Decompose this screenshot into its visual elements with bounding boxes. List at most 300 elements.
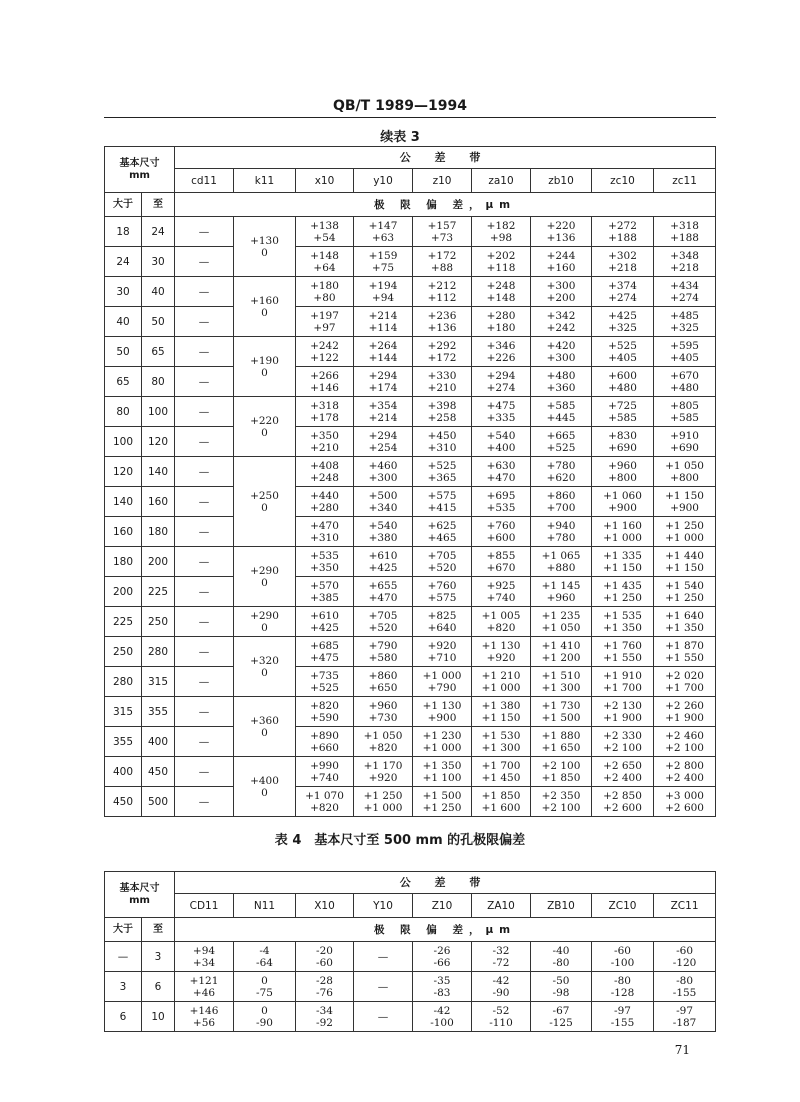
upper-deviation: +655 [368, 579, 398, 592]
z10-cell [413, 217, 472, 247]
cd11-value: — [198, 225, 210, 238]
lower-deviation: +525 [546, 441, 576, 454]
upper-deviation: +248 [486, 279, 516, 292]
size-to-value: 280 [147, 645, 169, 658]
zb10-cell [531, 1002, 592, 1032]
upper-deviation: +1 170 [363, 759, 403, 772]
upper-deviation: +290 [250, 609, 279, 622]
lower-deviation: +405 [670, 351, 699, 364]
size-from-value: 200 [112, 585, 134, 598]
lower-deviation: +148 [486, 291, 516, 304]
x10-cell [296, 972, 354, 1002]
size-from-value: 120 [112, 465, 134, 478]
table-row [105, 367, 716, 397]
upper-deviation: +264 [368, 339, 398, 352]
zc10-cell [592, 457, 654, 487]
za10-cell [472, 697, 531, 727]
upper-deviation: +1 510 [541, 669, 581, 682]
lower-deviation: -100 [610, 956, 635, 969]
size-from [105, 457, 142, 487]
size-from-value: 24 [116, 255, 130, 268]
lower-deviation: +520 [427, 561, 457, 574]
size-from [105, 607, 142, 637]
upper-deviation: +780 [546, 459, 576, 472]
size-to-value: 355 [147, 705, 169, 718]
size-from-value: 355 [112, 735, 134, 748]
z10-cell [413, 277, 472, 307]
lower-deviation: +2 400 [665, 771, 704, 784]
lower-deviation: +325 [670, 321, 699, 334]
lower-deviation: +218 [608, 261, 637, 274]
k11-cell [234, 217, 296, 277]
upper-deviation: +408 [310, 459, 339, 472]
size-to [142, 547, 175, 577]
za10-cell [472, 457, 531, 487]
code-label: ZC10 [608, 899, 637, 912]
zc10-cell [592, 942, 654, 972]
upper-deviation: +398 [427, 399, 457, 412]
zc10-cell [592, 517, 654, 547]
size-to [142, 217, 175, 247]
k11-cell [234, 607, 296, 637]
lower-deviation: +585 [670, 411, 699, 424]
lower-deviation: 0 [261, 426, 268, 439]
table4 [104, 871, 716, 1032]
upper-deviation: +420 [546, 339, 576, 352]
zc10-cell [592, 972, 654, 1002]
code-header-z10 [413, 894, 472, 918]
lower-deviation: +1 000 [665, 531, 704, 544]
upper-deviation: +1 730 [541, 699, 581, 712]
z10-cell [413, 457, 472, 487]
table3-title: 续表 3 [380, 130, 420, 145]
lower-deviation: +180 [486, 321, 516, 334]
upper-deviation: +2 130 [603, 699, 642, 712]
za10-cell [472, 637, 531, 667]
table-row [105, 757, 716, 787]
lower-deviation: +144 [368, 351, 398, 364]
y10-cell [354, 972, 413, 1002]
code-label: Z10 [431, 899, 453, 912]
lower-deviation: +218 [670, 261, 699, 274]
upper-deviation: +318 [670, 219, 699, 232]
lower-deviation: +580 [368, 651, 398, 664]
lower-deviation: +258 [427, 411, 457, 424]
upper-deviation: — [377, 950, 389, 963]
lower-deviation: +1 550 [665, 651, 704, 664]
deviation-kind-header [175, 918, 716, 942]
lower-deviation: +254 [368, 441, 398, 454]
size-to-value: 200 [147, 555, 169, 568]
lower-deviation: +740 [310, 771, 339, 784]
za10-cell [472, 787, 531, 817]
lower-deviation: +1 250 [665, 591, 704, 604]
lower-deviation: +1 300 [541, 681, 581, 694]
zone-header: 公 差 带 [399, 150, 491, 164]
lower-deviation: +188 [670, 231, 699, 244]
upper-deviation: +830 [608, 429, 637, 442]
upper-deviation: +190 [250, 354, 279, 367]
upper-deviation: +2 850 [603, 789, 642, 802]
upper-deviation: +2 800 [665, 759, 704, 772]
size-to-value: 40 [151, 285, 165, 298]
lower-deviation: +600 [486, 531, 516, 544]
lower-deviation: +525 [310, 681, 339, 694]
lower-deviation: +2 100 [665, 741, 704, 754]
x10-cell [296, 367, 354, 397]
zc10-cell [592, 607, 654, 637]
lower-deviation: -75 [256, 986, 273, 999]
upper-deviation: +1 060 [603, 489, 642, 502]
cd11-cell [175, 607, 234, 637]
size-from-value: 225 [112, 615, 134, 628]
za10-cell [472, 517, 531, 547]
code-label: zc11 [672, 174, 697, 187]
size-to-value: 120 [147, 435, 169, 448]
lower-deviation: +535 [486, 501, 516, 514]
cd11-value: — [198, 285, 210, 298]
size-from [105, 277, 142, 307]
lower-deviation: +1 050 [541, 621, 581, 634]
zc11-cell [654, 517, 716, 547]
size-from [105, 637, 142, 667]
cd11-value: — [198, 435, 210, 448]
lower-deviation: +80 [313, 291, 336, 304]
n11-cell [234, 942, 296, 972]
x10-cell [296, 1002, 354, 1032]
y10-cell [354, 247, 413, 277]
lower-deviation: +1 100 [422, 771, 462, 784]
upper-deviation: +480 [546, 369, 576, 382]
upper-deviation: +475 [486, 399, 516, 412]
upper-deviation: +1 530 [481, 729, 521, 742]
lower-deviation: +1 200 [541, 651, 581, 664]
lower-deviation: -92 [316, 1016, 333, 1029]
za10-cell [472, 942, 531, 972]
table-row [105, 727, 716, 757]
zb10-cell [531, 487, 592, 517]
z10-cell [413, 307, 472, 337]
upper-deviation: +610 [368, 549, 398, 562]
lower-deviation: +188 [608, 231, 637, 244]
zb10-cell [531, 307, 592, 337]
size-from [105, 1002, 142, 1032]
zb10-cell [531, 367, 592, 397]
size-unit: mm [129, 894, 150, 906]
code-header-z10 [413, 169, 472, 193]
code-label: N11 [253, 899, 276, 912]
lower-deviation: +300 [546, 351, 576, 364]
z10-cell [413, 487, 472, 517]
z10-cell [413, 577, 472, 607]
lower-deviation: +400 [486, 441, 516, 454]
lower-deviation: -83 [433, 986, 451, 999]
zc11-cell [654, 667, 716, 697]
upper-deviation: +685 [310, 639, 339, 652]
code-label: CD11 [189, 899, 219, 912]
lower-deviation: +425 [368, 561, 398, 574]
zb10-cell [531, 667, 592, 697]
code-header-zc10 [592, 169, 654, 193]
upper-deviation: +1 910 [603, 669, 642, 682]
lower-deviation: +54 [313, 231, 336, 244]
size-from [105, 247, 142, 277]
zb10-cell [531, 277, 592, 307]
lower-deviation: +690 [608, 441, 637, 454]
n11-cell [234, 972, 296, 1002]
zc11-cell [654, 607, 716, 637]
za10-cell [472, 547, 531, 577]
code-label: ZC11 [670, 899, 699, 912]
page-header: QB/T 1989—1994 [332, 98, 468, 114]
x10-cell [296, 942, 354, 972]
size-to [142, 697, 175, 727]
upper-deviation: +625 [427, 519, 457, 532]
lower-deviation: +1 150 [481, 711, 521, 724]
size-from-value: 65 [116, 375, 130, 388]
upper-deviation: -26 [433, 944, 451, 957]
size-from-value: 3 [119, 980, 127, 993]
lower-deviation: +64 [313, 261, 336, 274]
zone-header: 公 差 带 [399, 875, 491, 889]
z10-cell [413, 337, 472, 367]
table-row [105, 247, 716, 277]
k11-cell [234, 757, 296, 817]
zb10-cell [531, 697, 592, 727]
zc10-cell [592, 1002, 654, 1032]
upper-deviation: +2 330 [603, 729, 642, 742]
z10-cell [413, 247, 472, 277]
lower-deviation: +800 [670, 471, 699, 484]
cd11-cell [175, 277, 234, 307]
lower-deviation: +2 400 [603, 771, 642, 784]
lower-deviation: +63 [371, 231, 395, 244]
upper-deviation: -97 [614, 1004, 631, 1017]
table4-title: 表 4 基本尺寸至 500 mm 的孔极限偏差 [274, 833, 526, 848]
size-from [105, 667, 142, 697]
lower-deviation: +1 550 [603, 651, 642, 664]
cd11-value: — [198, 525, 210, 538]
z10-cell [413, 367, 472, 397]
code-header-k11 [234, 169, 296, 193]
n11-cell [234, 1002, 296, 1032]
zc11-cell [654, 337, 716, 367]
to-label: 至 [153, 198, 163, 210]
upper-deviation: +1 380 [481, 699, 521, 712]
lower-deviation: +46 [192, 986, 216, 999]
code-header-zb10 [531, 169, 592, 193]
upper-deviation: +760 [427, 579, 457, 592]
k11-cell [234, 547, 296, 607]
code-header-cd11 [175, 894, 234, 918]
table-row [105, 637, 716, 667]
x10-cell [296, 427, 354, 457]
lower-deviation: +325 [608, 321, 637, 334]
lower-deviation: 0 [261, 666, 268, 679]
upper-deviation: +194 [368, 279, 398, 292]
lower-deviation: +670 [486, 561, 516, 574]
z10-cell [413, 1002, 472, 1032]
zb10-cell [531, 517, 592, 547]
lower-deviation: +2 100 [603, 741, 642, 754]
zc11-cell [654, 397, 716, 427]
cd11-value: — [198, 615, 210, 628]
lower-deviation: +470 [486, 471, 516, 484]
lower-deviation: +380 [368, 531, 398, 544]
k11-cell [234, 337, 296, 397]
cd11-cell [175, 247, 234, 277]
x10-cell [296, 487, 354, 517]
cd11-value: — [198, 645, 210, 658]
lower-deviation: +1 250 [603, 591, 642, 604]
za10-cell [472, 247, 531, 277]
code-header-cd11 [175, 169, 234, 193]
x10-cell [296, 517, 354, 547]
code-header-za10 [472, 169, 531, 193]
zb10-cell [531, 787, 592, 817]
table-row [105, 457, 716, 487]
lower-deviation: +98 [489, 231, 513, 244]
size-from-value: 160 [112, 525, 134, 538]
upper-deviation: -35 [433, 974, 451, 987]
lower-deviation: +242 [546, 321, 576, 334]
lower-deviation: +920 [368, 771, 398, 784]
size-to [142, 487, 175, 517]
size-header: 基本尺寸 [119, 157, 160, 169]
cd11-cell [175, 667, 234, 697]
code-header-y10 [354, 169, 413, 193]
upper-deviation: — [377, 980, 389, 993]
zc11-cell [654, 307, 716, 337]
cd11-cell [175, 972, 234, 1002]
lower-deviation: +1 150 [665, 561, 704, 574]
cd11-cell [175, 697, 234, 727]
upper-deviation: +350 [310, 429, 339, 442]
z10-cell [413, 727, 472, 757]
za10-cell [472, 607, 531, 637]
upper-deviation: 0 [261, 974, 268, 987]
code-label: k11 [254, 174, 275, 187]
lower-deviation: +226 [486, 351, 516, 364]
x10-cell [296, 247, 354, 277]
upper-deviation: +294 [368, 369, 398, 382]
zc11-cell [654, 277, 716, 307]
upper-deviation: +825 [427, 609, 457, 622]
lower-deviation: +730 [368, 711, 398, 724]
size-from-value: 40 [116, 315, 130, 328]
upper-deviation: +214 [368, 309, 398, 322]
size-header-cell [105, 872, 175, 918]
upper-deviation: +595 [670, 339, 699, 352]
lower-deviation: +690 [670, 441, 699, 454]
lower-deviation: 0 [261, 366, 268, 379]
upper-deviation: +735 [310, 669, 339, 682]
z10-cell [413, 547, 472, 577]
size-from [105, 972, 142, 1002]
upper-deviation: +575 [427, 489, 457, 502]
y10-cell [354, 757, 413, 787]
cd11-cell [175, 427, 234, 457]
zb10-cell [531, 547, 592, 577]
zc11-cell [654, 427, 716, 457]
upper-deviation: +540 [486, 429, 516, 442]
upper-deviation: +280 [486, 309, 516, 322]
size-to-value: 160 [147, 495, 169, 508]
lower-deviation: +780 [546, 531, 576, 544]
cd11-value: — [198, 675, 210, 688]
cd11-cell [175, 367, 234, 397]
upper-deviation: +1 435 [603, 579, 642, 592]
zb10-cell [531, 427, 592, 457]
lower-deviation: +248 [310, 471, 339, 484]
za10-cell [472, 337, 531, 367]
size-from-value: 80 [116, 405, 130, 418]
z10-cell [413, 787, 472, 817]
upper-deviation: +294 [368, 429, 398, 442]
upper-deviation: +172 [427, 249, 457, 262]
upper-deviation: +1 760 [603, 639, 642, 652]
lower-deviation: +1 900 [665, 711, 704, 724]
table-row [105, 487, 716, 517]
upper-deviation: -97 [676, 1004, 694, 1017]
size-to [142, 367, 175, 397]
k11-cell [234, 277, 296, 337]
cd11-value: — [198, 555, 210, 568]
upper-deviation: +290 [250, 564, 279, 577]
upper-deviation: +197 [310, 309, 339, 322]
lower-deviation: +34 [192, 956, 216, 969]
lower-deviation: -125 [549, 1016, 573, 1029]
upper-deviation: +318 [310, 399, 339, 412]
upper-deviation: +300 [546, 279, 576, 292]
code-header-zc11 [654, 894, 716, 918]
cd11-value: — [198, 705, 210, 718]
lower-deviation: +1 600 [481, 801, 521, 814]
zc10-cell [592, 247, 654, 277]
y10-cell [354, 307, 413, 337]
lower-deviation: +274 [670, 291, 699, 304]
lower-deviation: +300 [368, 471, 398, 484]
upper-deviation: +266 [310, 369, 339, 382]
lower-deviation: +136 [427, 321, 457, 334]
lower-deviation: +1 000 [603, 531, 642, 544]
code-label: X10 [314, 899, 335, 912]
cd11-cell [175, 1002, 234, 1032]
y10-cell [354, 277, 413, 307]
lower-deviation: 0 [261, 726, 268, 739]
upper-deviation: +138 [310, 219, 339, 232]
zc11-cell [654, 577, 716, 607]
upper-deviation: +242 [310, 339, 339, 352]
upper-deviation: -28 [316, 974, 333, 987]
cd11-value: — [198, 375, 210, 388]
lower-deviation: +214 [368, 411, 398, 424]
size-from [105, 337, 142, 367]
za10-cell [472, 427, 531, 457]
cd11-value: — [198, 255, 210, 268]
size-from [105, 487, 142, 517]
zb10-cell [531, 972, 592, 1002]
cd11-cell [175, 942, 234, 972]
size-to [142, 1002, 175, 1032]
size-to [142, 727, 175, 757]
z10-cell [413, 607, 472, 637]
upper-deviation: +2 100 [541, 759, 581, 772]
upper-deviation: -42 [433, 1004, 451, 1017]
za10-cell [472, 972, 531, 1002]
table-row [105, 667, 716, 697]
lower-deviation: +146 [310, 381, 339, 394]
